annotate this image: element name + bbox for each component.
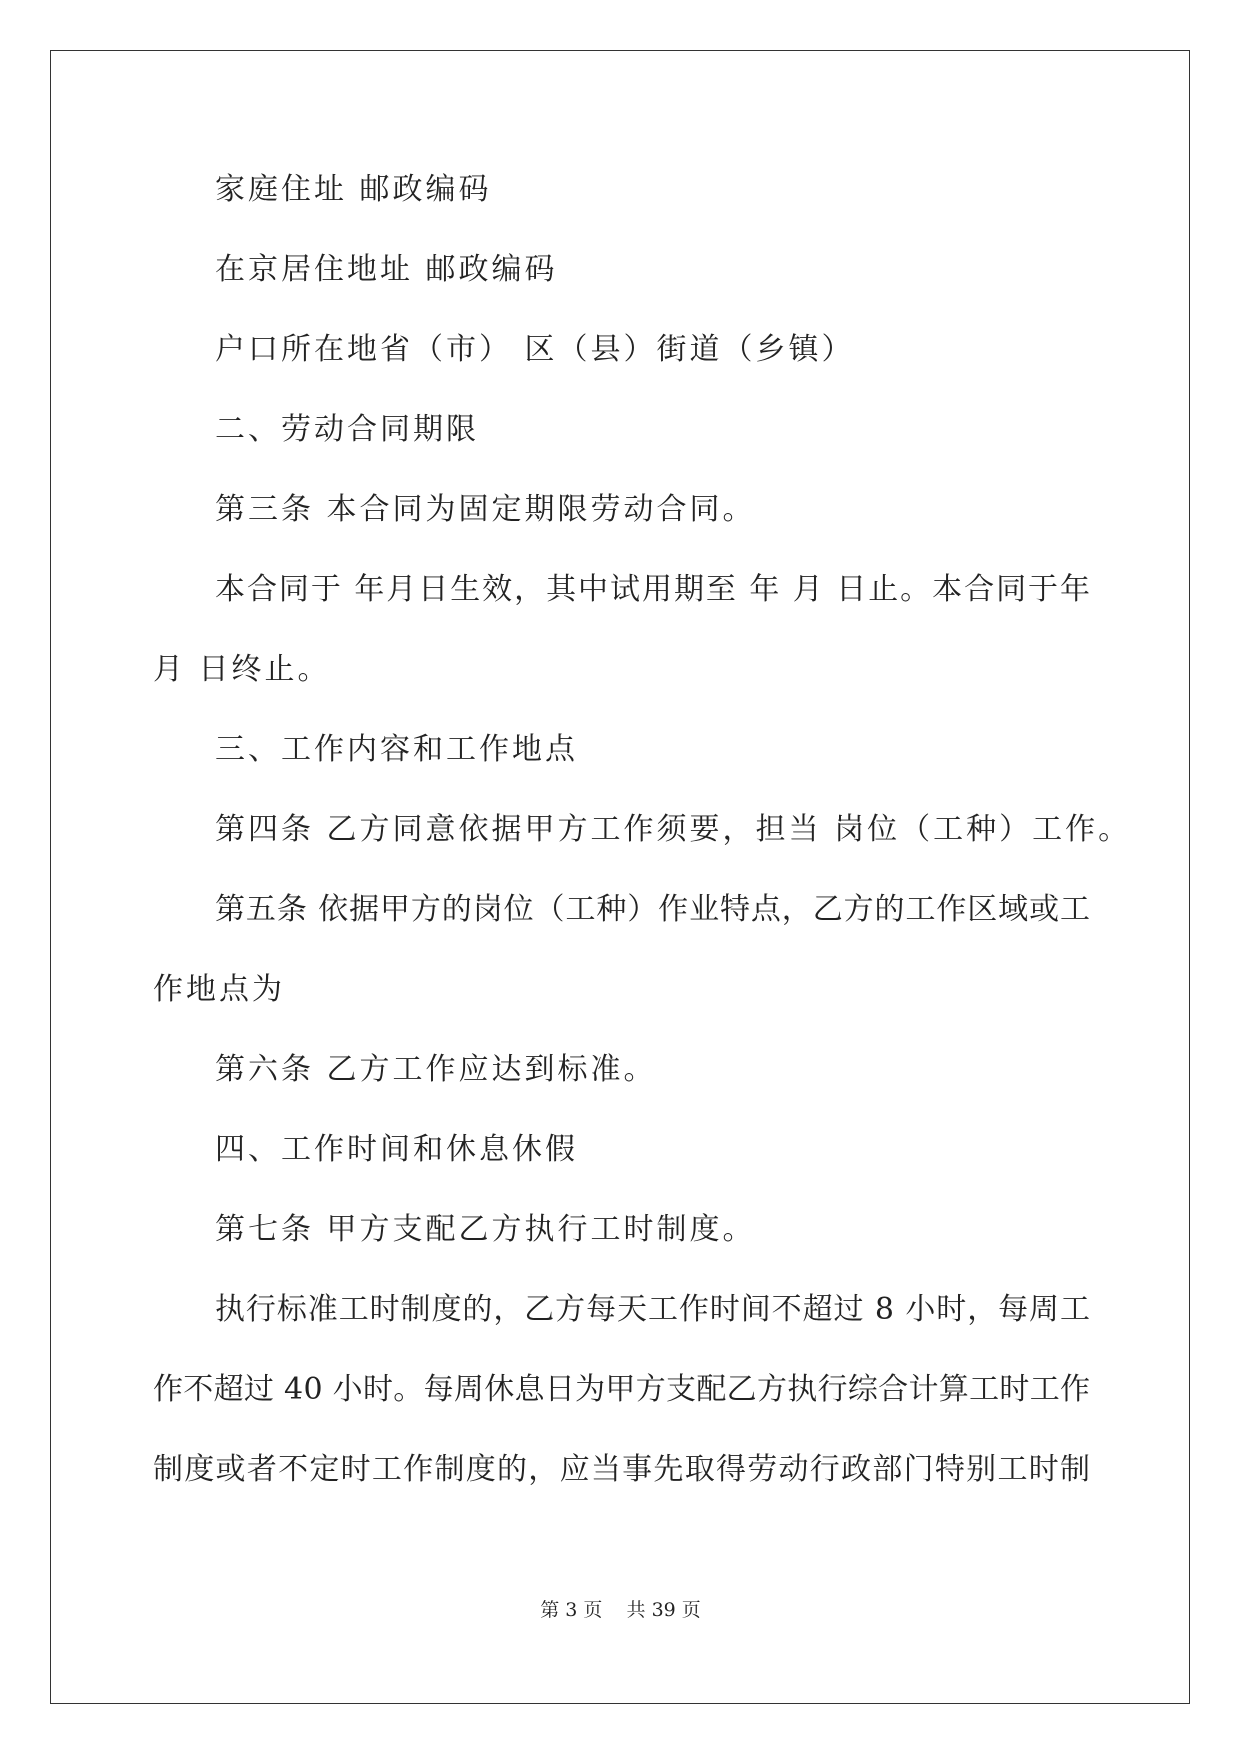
text-line-effective-date <box>215 570 1090 610</box>
text-line-article-6: 第六条 乙方工作应达到标准。 <box>215 1052 657 1087</box>
text-line-household-registration: 户口所在地省（市） 区（县）街道（乡镇） <box>215 332 855 367</box>
text-line-special-hours <box>153 1450 1090 1490</box>
total-pages: 共 39 页 <box>626 1599 701 1621</box>
text-span: 制度或者不定时工作制度的，应当事先取得劳动行政部门特别工时制 <box>153 1452 1092 1487</box>
section-heading-working-hours: 四、工作时间和休息休假 <box>215 1132 578 1167</box>
text-line-article-7: 第七条 甲方支配乙方执行工时制度。 <box>215 1212 756 1247</box>
text-line-article-3: 第三条 本合同为固定期限劳动合同。 <box>215 492 756 527</box>
section-heading-contract-term: 二、劳动合同期限 <box>215 412 479 447</box>
text-span: 本合同于 年月日生效，其中试用期至 年 月 日止。本合同于年 <box>215 572 1092 607</box>
text-line-beijing-address: 在京居住地址 邮政编码 <box>215 252 558 287</box>
text-line-standard-hours <box>215 1290 1090 1330</box>
text-line-article-4: 第四条 乙方同意依据甲方工作须要，担当 岗位（工种）工作。 <box>215 812 1132 847</box>
section-heading-work-content: 三、工作内容和工作地点 <box>215 732 578 767</box>
text-span: 第五条 依据甲方的岗位（工种）作业特点，乙方的工作区域或工 <box>215 892 1091 927</box>
text-line-termination-date: 月 日终止。 <box>153 652 331 687</box>
text-line-article-5 <box>215 890 1090 930</box>
text-line-weekly-hours <box>153 1370 1090 1410</box>
page-footer <box>0 1598 1241 1622</box>
text-line-work-location: 作地点为 <box>153 972 285 1007</box>
text-span: 作不超过 40 小时。每周休息日为甲方支配乙方执行综合计算工时工作 <box>153 1372 1091 1407</box>
text-line-home-address: 家庭住址 邮政编码 <box>215 172 492 207</box>
page-number: 第 3 页 <box>540 1599 603 1621</box>
text-span: 执行标准工时制度的，乙方每天工作时间不超过 8 小时，每周工 <box>215 1292 1091 1327</box>
